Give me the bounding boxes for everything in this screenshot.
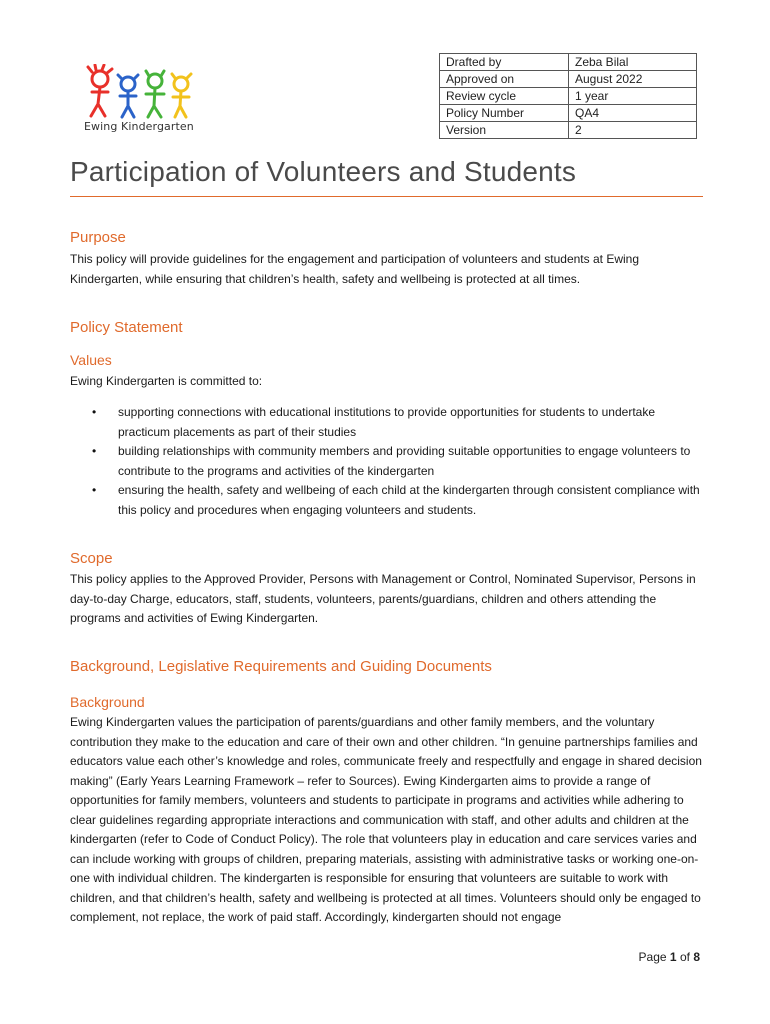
list-item-text: building relationships with community members and providing suitable opportunities to engage volunteers to contribute to the programs and activities of the kindergarten [118, 444, 691, 478]
info-value: 2 [569, 122, 697, 139]
purpose-text: This policy will provide guidelines for the engagement and participation of volunteers and students at Ewing Kindergarten, while ensuring that children’s health, safety and wellbeing is protected at all times. [70, 252, 640, 286]
of-label: of [679, 950, 690, 964]
info-key: Policy Number [440, 105, 569, 122]
page-number-footer [639, 950, 700, 964]
info-value: Zeba Bilal [569, 54, 697, 71]
scope-text: This policy applies to the Approved Provider, Persons with Management or Control, Nominated Supervisor, Persons in day-to-day Charge, educators, staff, students, volunteers, parents/guardians, children and others attending the programs and activities of Ewing Kindergarten. [70, 572, 696, 625]
page-number: 1 [669, 950, 677, 964]
list-item [70, 403, 710, 442]
info-value: QA4 [569, 105, 697, 122]
table-row [440, 88, 697, 105]
bullet-icon: • [92, 405, 97, 419]
logo-text: Ewing Kindergarten [84, 120, 194, 133]
info-key: Version [440, 122, 569, 139]
info-key: Review cycle [440, 88, 569, 105]
table-row [440, 105, 697, 122]
total-pages: 8 [693, 950, 700, 964]
info-key: Drafted by [440, 54, 569, 71]
table-row [440, 54, 697, 71]
background-section-heading: Background, Legislative Requirements and Guiding Documents [70, 658, 492, 675]
list-item [70, 442, 710, 481]
info-value: 1 year [569, 88, 697, 105]
values-heading: Values [70, 352, 112, 368]
info-value: August 2022 [569, 71, 697, 88]
children-drawing-icon [78, 64, 208, 120]
bullet-icon: • [92, 483, 97, 497]
info-key: Approved on [440, 71, 569, 88]
scope-heading: Scope [70, 550, 113, 567]
values-intro: Ewing Kindergarten is committed to: [70, 374, 263, 388]
policy-statement-heading: Policy Statement [70, 319, 183, 336]
table-row [440, 122, 697, 139]
table-row [440, 71, 697, 88]
list-item-text: ensuring the health, safety and wellbeing of each child at the kindergarten through consistent compliance with this policy and procedures when engaging volunteers and students. [118, 483, 700, 517]
list-item [70, 481, 710, 520]
policy-info-table [439, 53, 697, 139]
bullet-icon: • [92, 444, 97, 458]
background-subheading: Background [70, 694, 145, 710]
title-divider [70, 196, 703, 197]
list-item-text: supporting connections with educational institutions to provide opportunities for students to undertake practicum placements as part of their studies [118, 405, 655, 439]
values-list [70, 403, 710, 520]
purpose-heading: Purpose [70, 229, 126, 246]
page-title: Participation of Volunteers and Students [70, 156, 577, 187]
page-label: Page [638, 950, 667, 964]
kindergarten-logo [78, 64, 208, 140]
background-text: Ewing Kindergarten values the participation of parents/guardians and other family members, and the voluntary contribution they make to the education and care of their own and other children. “In genuine partnerships families and educators value each other’s knowledge and roles, communicate freely and respectfully and engage in shared decision making” (Early Years Learning Framework – refer to Sources). Ewing Kindergarten aims to provide a range of opportunities for family members, volunteers and students to participate in programs and activities while adhering to clear guidelines regarding appropriate interactions and communication with staff, and other adults and children at the kindergarten (refer to Code of Conduct Policy). The role that volunteers play in education and care services varies and can include working with groups of children, preparing materials, assisting with administrative tasks or working one-on-one with individual children. The kindergarten is responsible for ensuring that volunteers are suitable to work with children, and that children’s health, safety and wellbeing is protected at all times. Volunteers should only be engaged to complement, not replace, the work of paid staff. Accordingly, kindergarten should not engage [70, 715, 702, 924]
